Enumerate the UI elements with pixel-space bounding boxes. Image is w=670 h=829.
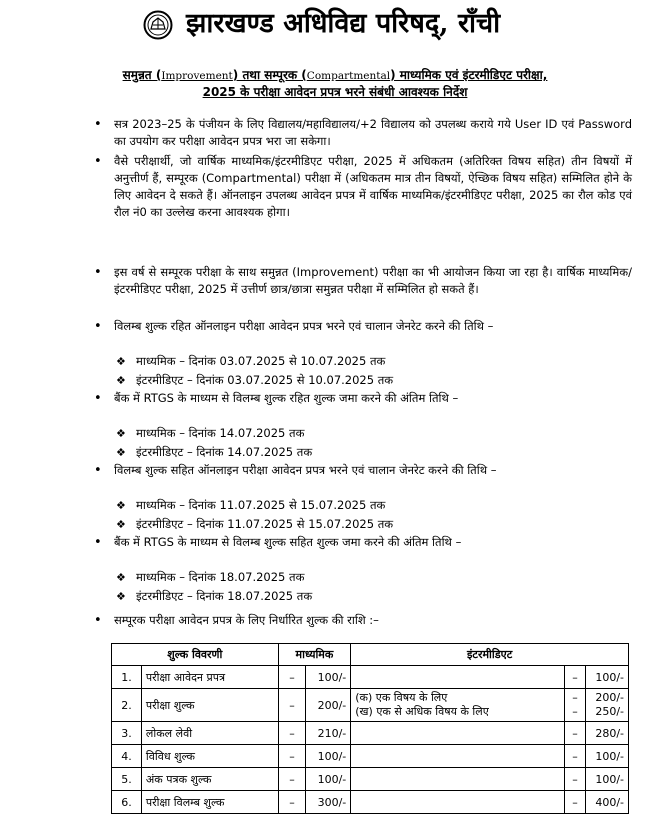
table-row: 3. लोकल लेवी – 210/- – 280/- bbox=[112, 722, 629, 745]
instruction-item: • वैसे परीक्षार्थी, जो वार्षिक माध्यमिक/इंटरमीडिएट परीक्षा, 2025 में अधिकतम (अतिरिक्त विषय सहित) तीन विषयों में अनुत्तीर्ण हैं, सम्पूरक (Compartmental) परीक्षा में (अधिकतम मात्र तीन विषयों, ऐच्छिक विषय सहित) सम्मिलित होने के लिए आवेदन दे सकते हैं। ऑनलाइन उपलब्ध आवेदन प्रपत्र में वार्षिक माध्यमिक/इंटरमीडिएट परीक्षा, 2025 का रौल कोड एवं रौल नं0 का उल्लेख करना आवश्यक होगा। bbox=[92, 153, 632, 264]
header-intermediate: इंटरमीडिएट bbox=[351, 644, 629, 666]
instruction-item: • सम्पूरक परीक्षा आवेदन प्रपत्र के लिए निर्धारित शुल्क की राशि :– bbox=[92, 612, 632, 629]
instruction-item: • बैंक में RTGS के माध्यम से विलम्ब शुल्क सहित शुल्क जमा करने की अंतिम तिथि – bbox=[92, 534, 632, 568]
fee-table-header bbox=[112, 644, 629, 666]
instruction-item: • सत्र 2023–25 के पंजीयन के लिए विद्यालय/महाविद्यालय/+2 विद्यालय को उपलब्ध कराये गये User ID एवं Password का उपयोग कर परीक्षा आवेदन प्रपत्र भरा जा सकेगा। bbox=[92, 116, 632, 153]
table-row: 2. परीक्षा शुल्क – 200/- (क) एक विषय के लिए (ख) एक से अधिक विषय के लिए – – 200/- 250/- bbox=[112, 689, 629, 722]
instruction-item: • इस वर्ष से सम्पूरक परीक्षा के साथ समुन्नत (Improvement) परीक्षा का भी आयोजन किया जा रहा है। वार्षिक माध्यमिक/इंटरमीडिएट परीक्षा, 2025 में उत्तीर्ण छात्र/छात्रा समुन्नत परीक्षा में सम्मिलित हो सकते हैं। bbox=[92, 264, 632, 318]
date-item: ❖ माध्यमिक – दिनांक 14.07.2025 तक bbox=[92, 424, 632, 443]
notice-title-line1: समुन्नत (Improvement) तथा सम्पूरक (Compartmental) माध्यमिक एवं इंटरमीडिएट परीक्षा, bbox=[122, 68, 548, 82]
table-row: 6. परीक्षा विलम्ब शुल्क – 300/- – 400/- bbox=[112, 791, 629, 814]
table-row: 1. परीक्षा आवेदन प्रपत्र – 100/- – 100/- bbox=[112, 666, 629, 689]
instruction-item: • विलम्ब शुल्क रहित ऑनलाइन परीक्षा आवेदन प्रपत्र भरने एवं चालान जेनरेट करने की तिथि – bbox=[92, 318, 632, 352]
date-item: ❖ माध्यमिक – दिनांक 18.07.2025 तक bbox=[92, 568, 632, 587]
board-name: झारखण्ड अधिविद्य परिषद्, राँची bbox=[186, 8, 501, 39]
instruction-item: • बैंक में RTGS के माध्यम से विलम्ब शुल्क रहित शुल्क जमा करने की अंतिम तिथि – bbox=[92, 390, 632, 424]
jac-emblem-icon bbox=[143, 10, 173, 40]
header-fee-description: शुल्क विवरणी bbox=[112, 644, 279, 666]
date-item: ❖ इंटरमीडिएट – दिनांक 14.07.2025 तक bbox=[92, 443, 632, 462]
instruction-item: • विलम्ब शुल्क सहित ऑनलाइन परीक्षा आवेदन प्रपत्र भरने एवं चालान जेनरेट करने की तिथि – bbox=[92, 462, 632, 496]
table-row: 4. विविध शुल्क – 100/- – 100/- bbox=[112, 745, 629, 768]
date-item: ❖ माध्यमिक – दिनांक 03.07.2025 से 10.07.2025 तक bbox=[92, 352, 632, 371]
fee-table bbox=[111, 643, 629, 814]
date-item: ❖ इंटरमीडिएट – दिनांक 11.07.2025 से 15.07.2025 तक bbox=[92, 515, 632, 534]
header-secondary: माध्यमिक bbox=[278, 644, 351, 666]
date-item: ❖ इंटरमीडिएट – दिनांक 18.07.2025 तक bbox=[92, 587, 632, 606]
date-item: ❖ माध्यमिक – दिनांक 11.07.2025 से 15.07.2025 तक bbox=[92, 496, 632, 515]
instruction-list bbox=[92, 116, 632, 629]
header bbox=[0, 6, 670, 42]
notice-title-line2: 2025 के परीक्षा आवेदन प्रपत्र भरने संबंधी आवश्यक निर्देश bbox=[202, 85, 468, 99]
date-item: ❖ इंटरमीडिएट – दिनांक 03.07.2025 से 10.07.2025 तक bbox=[92, 371, 632, 390]
table-row: 5. अंक पत्रक शुल्क – 100/- – 100/- bbox=[112, 768, 629, 791]
